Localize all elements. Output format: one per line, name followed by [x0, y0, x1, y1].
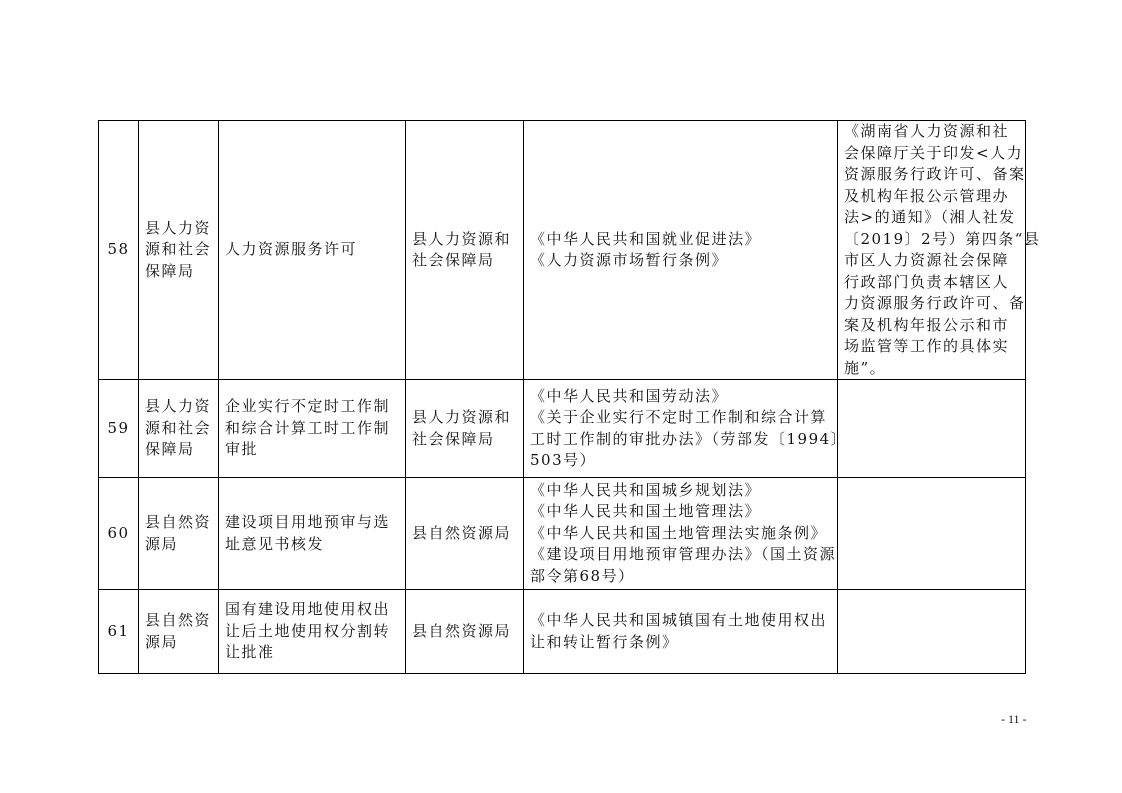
text-line: 社会保障局	[412, 251, 495, 269]
row-number: 60	[99, 478, 139, 590]
text-line: 《中华人民共和国土地管理法》	[530, 502, 762, 521]
department-cell	[139, 380, 219, 478]
text-line: 让后土地使用权分割转	[225, 621, 391, 640]
table-row	[99, 121, 1026, 380]
legal-basis-cell	[524, 590, 838, 674]
legal-basis-cell	[524, 121, 838, 380]
text-line: 《中华人民共和国土地管理法实施条例》	[530, 523, 828, 542]
text-line: 县人力资源和	[412, 408, 512, 426]
text-line: 建设项目用地预审与选	[225, 513, 391, 531]
text-line: 源和社会	[145, 240, 212, 259]
row-number: 61	[99, 590, 139, 674]
text-line: 让和转让暂行条例》	[530, 632, 679, 651]
department-cell	[139, 590, 219, 674]
page-number: - 11 -	[1001, 712, 1027, 726]
text-line: 审批	[225, 440, 259, 459]
legal-basis-cell	[524, 380, 848, 478]
text-line: 案及机构年报公示和市	[844, 315, 1010, 334]
item-name-cell	[219, 380, 406, 478]
text-line: 市区人力资源社会保障	[844, 251, 1010, 269]
table-row	[99, 478, 1026, 590]
text-line: 《中华人民共和国城镇国有土地使用权出	[530, 611, 828, 629]
item-name-cell	[219, 121, 406, 380]
text-line: 县自然资	[145, 513, 212, 531]
text-line: 会保障厅关于印发<人力	[844, 143, 1024, 162]
text-line: 〔2019〕2号）第四条“县	[844, 229, 1041, 248]
text-line: 人力资源服务许可	[225, 240, 358, 259]
table-row	[99, 590, 1026, 674]
legal-basis-cell	[524, 478, 838, 590]
remarks-cell	[838, 121, 1041, 380]
text-line: 县人力资源和	[412, 229, 512, 248]
remarks-cell	[838, 590, 1026, 674]
text-line: 工时工作制的审批办法》（劳部发〔1994〕	[530, 429, 848, 448]
text-line: 《中华人民共和国城乡规划法》	[530, 480, 762, 499]
remarks-cell	[838, 478, 1026, 590]
implementing-body-cell	[406, 121, 524, 380]
remarks-cell	[838, 380, 1026, 478]
text-line: 源局	[145, 632, 179, 651]
item-name-cell	[219, 590, 406, 674]
department-cell	[139, 121, 219, 380]
text-line: 503号）	[530, 451, 597, 469]
text-line: 场监管等工作的具体实	[844, 337, 1010, 355]
implementing-body-cell	[406, 478, 524, 590]
text-line: 《湖南省人力资源和社	[844, 122, 1010, 140]
text-line: 企业实行不定时工作制	[225, 397, 391, 416]
text-line: 法>的通知》（湘人社发	[844, 208, 1016, 226]
text-line: 《关于企业实行不定时工作制和综合计算	[530, 408, 828, 426]
text-line: 县人力资	[145, 397, 212, 416]
text-line: 国有建设用地使用权出	[225, 600, 391, 619]
text-line: 社会保障局	[412, 429, 495, 448]
text-line: 源和社会	[145, 418, 212, 437]
text-line: 源局	[145, 534, 179, 553]
text-line: 保障局	[145, 440, 195, 459]
text-line: 行政部门负责本辖区人	[844, 272, 1010, 291]
text-line: 让批准	[225, 643, 275, 662]
text-line: 施”。	[844, 358, 887, 377]
text-line: 力资源服务行政许可、备	[844, 294, 1026, 312]
text-line: 《人力资源市场暂行条例》	[530, 251, 729, 269]
implementing-body-cell	[406, 380, 524, 478]
text-line: 址意见书核发	[225, 534, 325, 553]
text-line: 《建设项目用地预审管理办法》（国土资源	[530, 545, 837, 564]
text-line: 部令第68号）	[530, 566, 635, 585]
text-line: 县自然资源局	[412, 523, 512, 542]
text-line: 县自然资	[145, 611, 212, 629]
row-number: 59	[99, 380, 139, 478]
text-line: 及机构年报公示管理办	[844, 186, 1010, 205]
text-line: 县人力资	[145, 218, 212, 237]
text-line: 《中华人民共和国劳动法》	[530, 386, 729, 405]
text-line: 《中华人民共和国就业促进法》	[530, 229, 762, 248]
text-line: 保障局	[145, 261, 195, 280]
implementing-body-cell	[406, 590, 524, 674]
text-line: 资源服务行政许可、备案	[844, 165, 1026, 183]
text-line: 县自然资源局	[412, 621, 512, 640]
text-line: 和综合计算工时工作制	[225, 418, 391, 437]
table-row	[99, 380, 1026, 478]
department-cell	[139, 478, 219, 590]
permit-table	[98, 120, 1041, 674]
row-number: 58	[99, 121, 139, 380]
item-name-cell	[219, 478, 406, 590]
